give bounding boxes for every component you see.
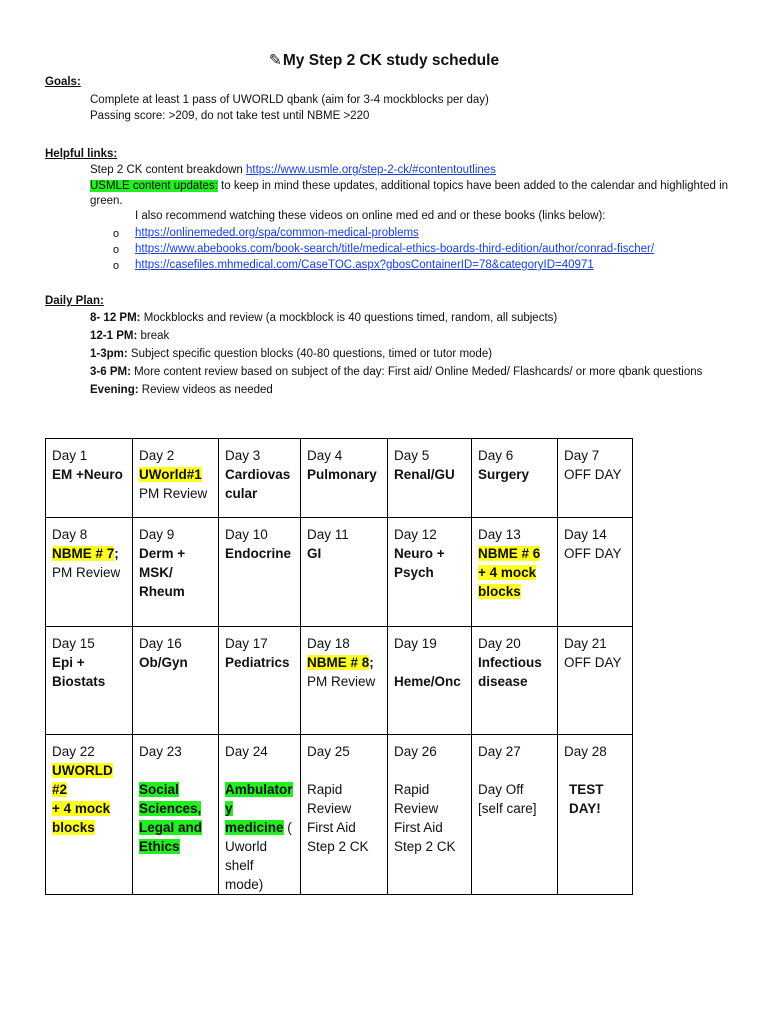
bullet-icon: o	[113, 244, 120, 256]
calendar-day-cell: Day 16 Ob/Gyn	[133, 627, 219, 735]
page-title: ✎My Step 2 CK study schedule	[268, 52, 500, 69]
calendar-day-cell: Day 3 Cardiovas cular	[219, 439, 301, 518]
plan-item: 8- 12 PM: Mockblocks and review (a mockblock is 40 questions timed, random, all subjects)	[90, 312, 558, 324]
calendar-day-cell: Day 22 UWORLD #2 + 4 mock blocks	[46, 735, 133, 895]
calendar-day-cell: Day 20 Infectious disease	[472, 627, 558, 735]
pencil-icon: ✎	[268, 52, 282, 69]
calendar-day-cell: Day 11 GI	[301, 518, 388, 627]
plan-item: 12-1 PM: break	[90, 330, 170, 342]
calendar-day-cell: Day 13 NBME # 6 + 4 mock blocks	[472, 518, 558, 627]
daily-plan-heading: Daily Plan:	[45, 295, 104, 307]
calendar-day-cell: Day 23 Social Sciences, Legal and Ethics	[133, 735, 219, 895]
updates-paragraph	[90, 179, 730, 209]
calendar-day-cell: Day 28 TEST DAY!	[558, 735, 633, 895]
calendar-week-2	[46, 518, 633, 627]
abebooks-link[interactable]: https://www.abebooks.com/book-search/title/medical-ethics-boards-third-edition/author/conrad-fischer/	[135, 243, 655, 255]
calendar-day-cell: Day 10 Endocrine	[219, 518, 301, 627]
calendar-day-cell: Day 21 OFF DAY	[558, 627, 633, 735]
bullet-icon: o	[113, 228, 120, 240]
onlinemeded-link[interactable]: https://onlinemeded.org/spa/common-medical-problems	[135, 227, 419, 239]
bullet-icon: o	[113, 260, 120, 272]
calendar-week-3	[46, 627, 633, 735]
calendar-week-1	[46, 439, 633, 518]
updates-text: to keep in mind these updates, additional topics have been added to the calendar and highlighted in green.	[90, 180, 729, 207]
goals-heading: Goals:	[45, 76, 81, 88]
calendar-day-cell: Day 8 NBME # 7; PM Review	[46, 518, 133, 627]
calendar-day-cell: Day 12 Neuro + Psych	[388, 518, 472, 627]
calendar-day-cell: Day 17 Pediatrics	[219, 627, 301, 735]
calendar-day-cell: Day 19 Heme/Onc	[388, 627, 472, 735]
calendar-day-cell: Day 2 UWorld#1 PM Review	[133, 439, 219, 518]
plan-item: 3-6 PM: More content review based on subject of the day: First aid/ Online Meded/ Flashcards/ or more qbank questions	[90, 366, 703, 378]
calendar-day-cell: Day 6 Surgery	[472, 439, 558, 518]
calendar-day-cell: Day 9 Derm + MSK/ Rheum	[133, 518, 219, 627]
casefiles-link[interactable]: https://casefiles.mhmedical.com/CaseTOC.aspx?gbosContainerID=78&categoryID=40971	[135, 259, 594, 271]
calendar-day-cell: Day 1 EM +Neuro	[46, 439, 133, 518]
calendar-day-cell: Day 18 NBME # 8; PM Review	[301, 627, 388, 735]
calendar-day-cell: Day 24 Ambulator y medicine ( Uworld shelf mode)	[219, 735, 301, 895]
calendar-day-cell: Day 14 OFF DAY	[558, 518, 633, 627]
calendar-day-cell: Day 4 Pulmonary	[301, 439, 388, 518]
study-calendar	[45, 438, 633, 895]
calendar-week-4	[46, 735, 633, 895]
calendar-day-cell: Day 27 Day Off [self care]	[472, 735, 558, 895]
calendar-day-cell: Day 26 Rapid Review First Aid Step 2 CK	[388, 735, 472, 895]
updates-label: USMLE content updates:	[90, 180, 218, 192]
goal-line-1: Complete at least 1 pass of UWORLD qbank (aim for 3-4 mockblocks per day)	[90, 94, 489, 106]
content-breakdown-label: Step 2 CK content breakdown	[90, 164, 243, 176]
links-heading: Helpful links:	[45, 148, 118, 160]
content-breakdown-line	[90, 164, 496, 176]
calendar-day-cell: Day 5 Renal/GU	[388, 439, 472, 518]
calendar-day-cell: Day 7 OFF DAY	[558, 439, 633, 518]
content-breakdown-link[interactable]: https://www.usmle.org/step-2-ck/#contentoutlines	[246, 164, 496, 176]
plan-item: Evening: Review videos as needed	[90, 384, 273, 396]
goal-line-2: Passing score: >209, do not take test until NBME >220	[90, 110, 370, 122]
plan-item: 1-3pm: Subject specific question blocks (40-80 questions, timed or tutor mode)	[90, 348, 493, 360]
calendar-day-cell: Day 15 Epi + Biostats	[46, 627, 133, 735]
calendar-day-cell: Day 25 Rapid Review First Aid Step 2 CK	[301, 735, 388, 895]
recommend-line: I also recommend watching these videos on online med ed and or these books (links below):	[135, 210, 606, 222]
